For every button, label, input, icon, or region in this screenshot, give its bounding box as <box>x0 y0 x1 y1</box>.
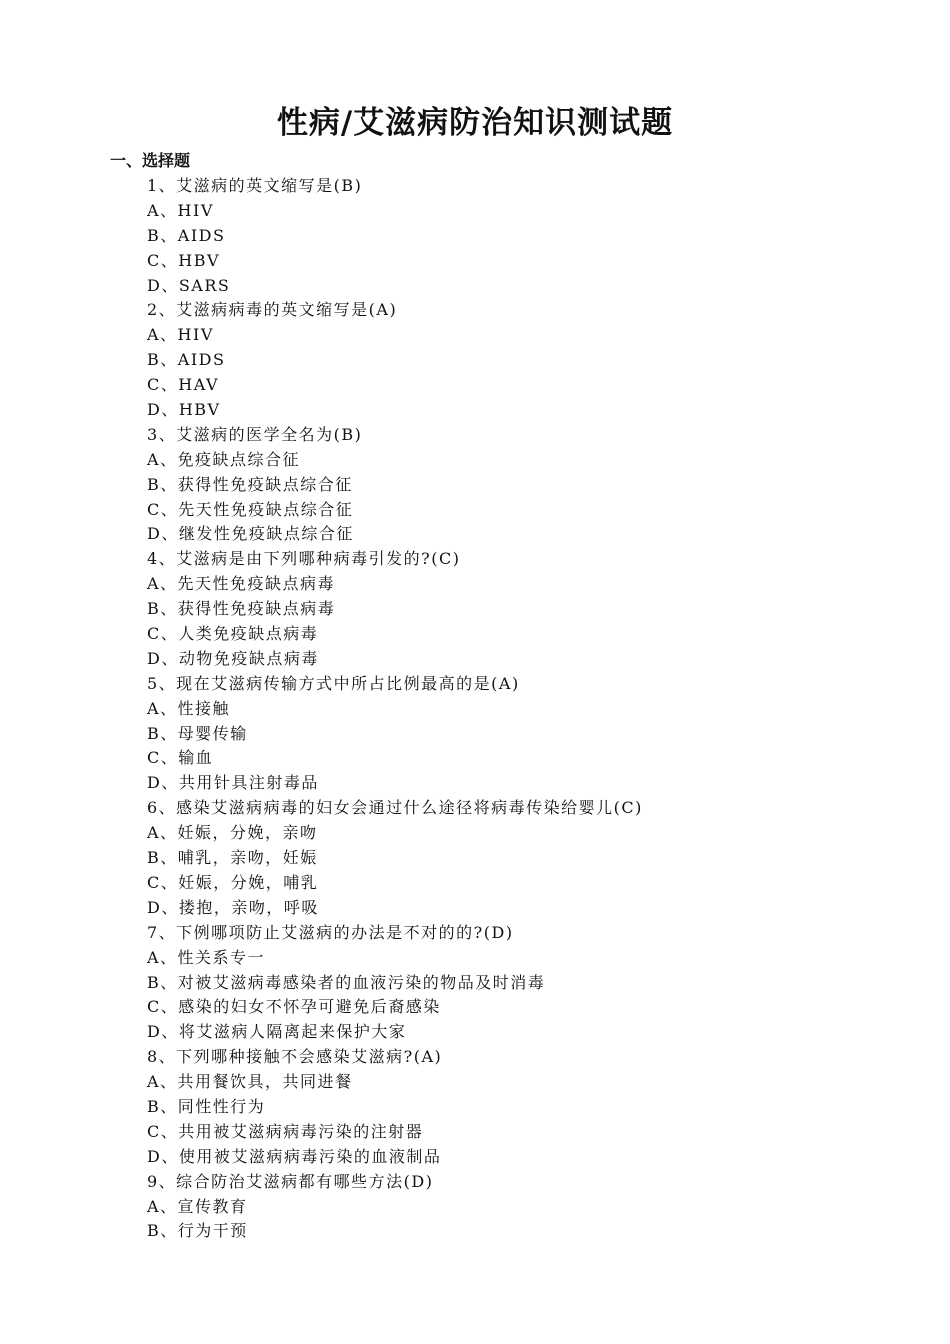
option-line: A、性关系专一 <box>147 947 266 967</box>
question-line: 9、综合防治艾滋病都有哪些方法(D) <box>147 1171 434 1191</box>
option-line: D、使用被艾滋病病毒污染的血液制品 <box>147 1146 442 1166</box>
option-line: C、人类免疫缺点病毒 <box>147 624 319 644</box>
question-line: 2、艾滋病病毒的英文缩写是(A) <box>147 300 398 320</box>
option-line: A、宣传教育 <box>147 1196 248 1216</box>
option-line: B、同性性行为 <box>147 1096 266 1116</box>
option-line: A、共用餐饮具，共同进餐 <box>147 1072 353 1092</box>
question-line: 1、艾滋病的英文缩写是(B) <box>147 176 363 195</box>
option-line: C、妊娠，分娩，哺乳 <box>147 872 319 892</box>
option-line: D、继发性免疫缺点综合征 <box>147 524 354 544</box>
option-line: D、HBV <box>147 400 221 420</box>
option-line: C、HAV <box>147 375 220 395</box>
question-line: 7、下例哪项防止艾滋病的办法是不对的的?(D) <box>147 922 514 942</box>
document-title: 性病/艾滋病防治知识测试题 <box>276 105 674 141</box>
option-line: D、SARS <box>147 275 231 295</box>
option-line: B、AIDS <box>147 225 226 245</box>
option-line: B、哺乳，亲吻，妊娠 <box>147 848 318 868</box>
question-line: 6、感染艾滋病病毒的妇女会通过什么途径将病毒传染给婴儿(C) <box>147 798 643 818</box>
question-line: 5、现在艾滋病传输方式中所占比例最高的是(A) <box>147 673 520 693</box>
option-line: A、HIV <box>147 325 214 345</box>
option-line: D、共用针具注射毒品 <box>147 773 319 793</box>
option-line: A、免疫缺点综合征 <box>147 449 301 469</box>
option-line: B、获得性免疫缺点病毒 <box>147 599 336 619</box>
question-line: 4、艾滋病是由下列哪种病毒引发的?(C) <box>147 549 461 569</box>
option-line: D、搂抱，亲吻，呼吸 <box>147 897 319 917</box>
question-line: 8、下列哪种接触不会感染艾滋病?(A) <box>147 1047 443 1067</box>
option-line: B、AIDS <box>147 350 226 370</box>
option-line: C、共用被艾滋病病毒污染的注射器 <box>147 1121 424 1141</box>
option-line: B、对被艾滋病毒感染者的血液污染的物品及时消毒 <box>147 972 546 992</box>
option-line: A、先天性免疫缺点病毒 <box>147 574 336 594</box>
option-line: B、获得性免疫缺点综合征 <box>147 474 353 494</box>
option-line: D、将艾滋病人隔离起来保护大家 <box>147 1022 407 1042</box>
option-line: A、妊娠，分娩，亲吻 <box>147 823 318 843</box>
option-line: C、感染的妇女不怀孕可避免后裔感染 <box>147 997 441 1017</box>
section-heading: 一、选择题 <box>110 151 191 170</box>
option-line: C、输血 <box>147 748 214 768</box>
option-line: A、HIV <box>147 200 214 220</box>
option-line: B、行为干预 <box>147 1221 248 1241</box>
option-line: C、先天性免疫缺点综合征 <box>147 499 354 519</box>
option-line: B、母婴传输 <box>147 723 248 743</box>
question-list <box>147 174 907 1244</box>
option-line: D、动物免疫缺点病毒 <box>147 648 319 668</box>
question-line: 3、艾滋病的医学全名为(B) <box>147 424 363 444</box>
option-line: A、性接触 <box>147 698 231 718</box>
option-line: C、HBV <box>147 250 221 270</box>
